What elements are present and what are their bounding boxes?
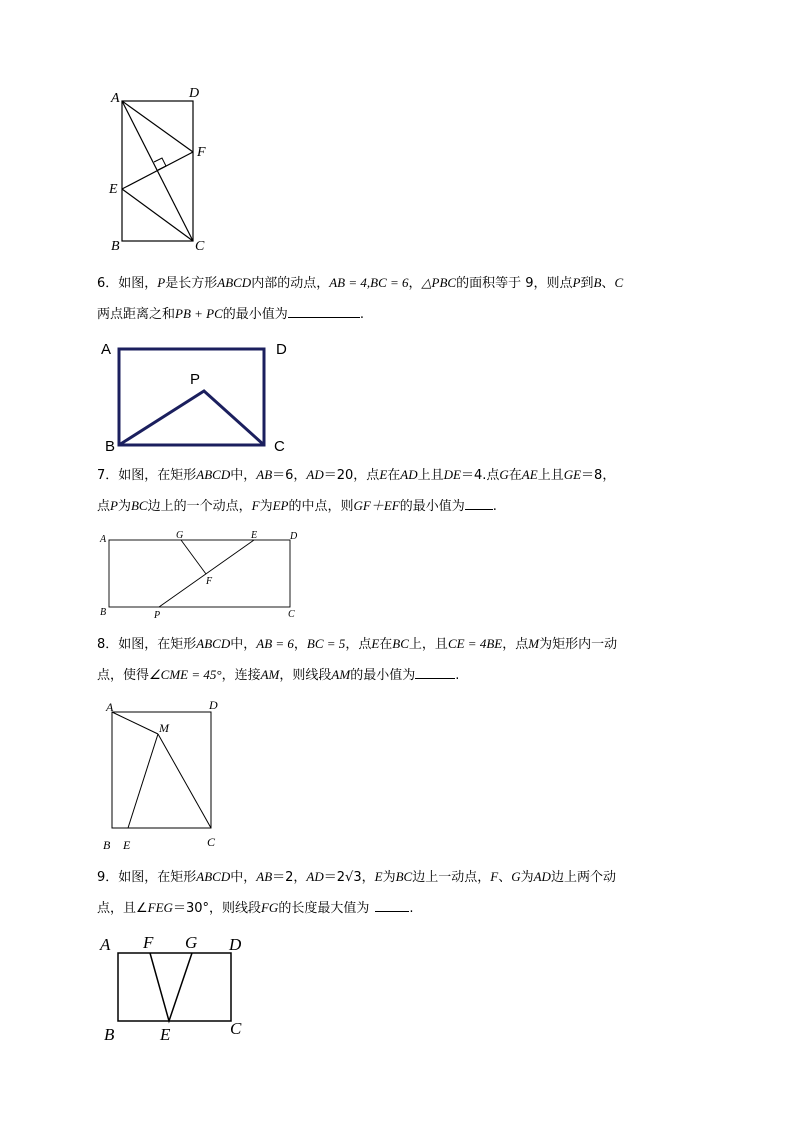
segment-me — [128, 734, 158, 828]
label-a: A — [106, 700, 114, 714]
label-d: D — [290, 531, 298, 542]
q9-text-line1: 9．如图，在矩形ABCD中，AB＝2，AD＝2√3，E为BC边上一动点，F、G为AD边上两个动 — [97, 869, 616, 885]
label-b: B — [100, 607, 107, 618]
label-a: A — [100, 534, 107, 545]
label-e: E — [109, 182, 118, 197]
label-f: F — [143, 933, 154, 952]
label-e: E — [123, 838, 131, 852]
segments-fe-eg — [150, 953, 192, 1021]
label-f: F — [197, 145, 206, 160]
q6-text-line1: 6．如图，P是长方形ABCD内部的动点，AB = 4,BC = 6，△PBC的面积等于 9，则点P到B、C — [97, 275, 624, 291]
segment-mc — [158, 734, 211, 828]
segment-ec — [122, 189, 193, 241]
label-g: G — [176, 530, 184, 541]
q8-text-line2: 点，使得∠CME = 45°，连接AM，则线段AM的最小值为 . — [97, 667, 460, 683]
label-c: C — [274, 438, 285, 455]
label-g: G — [185, 933, 198, 952]
figure-q5 — [100, 84, 220, 254]
figure-q8 — [96, 695, 236, 855]
answer-blank-q7[interactable] — [465, 497, 493, 510]
label-a: A — [101, 341, 112, 358]
label-b: B — [104, 1025, 115, 1044]
label-c: C — [195, 239, 205, 254]
q9-text-line2: 点，且∠FEG＝30°，则线段FG的长度最大值为 . — [97, 900, 414, 916]
label-m: M — [159, 721, 169, 735]
answer-blank-q9[interactable] — [375, 899, 409, 912]
rect-abcd — [109, 540, 290, 607]
label-e: E — [251, 530, 258, 541]
label-a: A — [100, 935, 111, 954]
q7-text-line1: 7．如图，在矩形ABCD中，AB＝6，AD＝20，点E在AD上且DE＝4.点G在AE上且GE＝8， — [97, 467, 616, 483]
q8-text-line1: 8．如图，在矩形ABCD中，AB = 6，BC = 5，点E在BC上，且CE = 4BE，点M为矩形内一动 — [97, 636, 618, 652]
label-e: E — [160, 1025, 171, 1044]
segment-ef — [122, 152, 193, 189]
segment-af — [122, 101, 193, 152]
answer-blank-q8[interactable] — [415, 666, 455, 679]
label-f: F — [206, 576, 213, 587]
label-a: A — [111, 91, 120, 106]
label-p: P — [154, 610, 161, 621]
label-b: B — [111, 239, 120, 254]
figure-q6 — [96, 336, 296, 456]
label-c: C — [288, 609, 295, 620]
label-p: P — [190, 371, 201, 388]
figure-q7 — [96, 525, 306, 625]
q7-text-line2: 点P为BC边上的一个动点，F为EP的中点，则GF＋EF的最小值为 . — [97, 498, 497, 514]
label-b: B — [103, 838, 111, 852]
answer-blank-q6[interactable] — [288, 305, 360, 318]
label-c: C — [207, 835, 216, 849]
segment-ep — [159, 540, 254, 607]
q6-text-line2: 两点距离之和PB + PC的最小值为 . — [97, 306, 364, 322]
label-d: D — [209, 698, 218, 712]
segment-gf — [181, 540, 206, 574]
label-d: D — [189, 86, 200, 101]
figure-q9 — [98, 928, 258, 1048]
label-c: C — [230, 1019, 242, 1038]
segments-pb-pc — [119, 391, 264, 445]
segment-am — [112, 712, 158, 734]
label-d: D — [276, 341, 287, 358]
rect-abcd — [118, 953, 231, 1021]
label-d: D — [229, 935, 242, 954]
label-b: B — [105, 438, 116, 455]
